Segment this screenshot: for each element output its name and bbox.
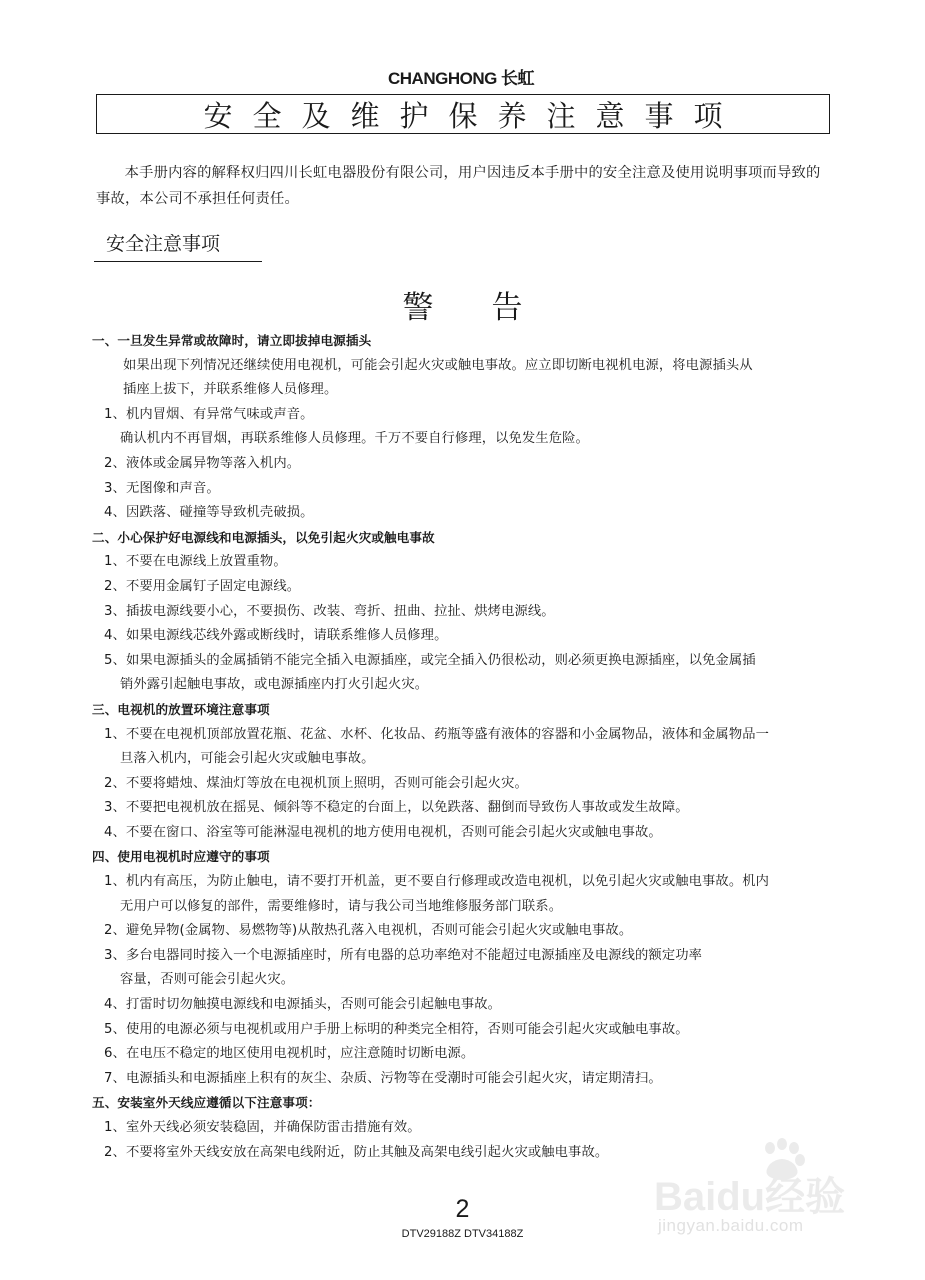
section-heading-item: 四、使用电视机时应遵守的事项 [92,849,270,865]
section-heading-item: 二、小心保护好电源线和电源插头，以免引起火灾或触电事故 [92,529,435,545]
list-item: 5、如果电源插头的金属插销不能完全插入电源插座，或完全插入仍很松动，则必须更换电源插座，以免金属插 [104,652,756,668]
list-item: 1、不要在电视机顶部放置花瓶、花盆、水杯、化妆品、药瓶等盛有液体的容器和小金属物品，液体和金属物品一 [104,726,770,742]
list-item: 1、不要在电源线上放置重物。 [104,554,287,570]
page-title-box [96,94,830,134]
baidu-jingyan-watermark-icon [652,1138,846,1219]
list-item: 销外露引起触电事故，或电源插座内打火引起火灾。 [120,677,429,693]
watermark [652,1132,846,1242]
list-item: 1、机内有高压，为防止触电，请不要打开机盖，更不要自行修理或改造电视机，以免引起火灾或触电事故。机内 [104,874,770,890]
list-item: 4、因跌落、碰撞等导致机壳破损。 [104,505,314,521]
page-number: 2 [455,1195,470,1223]
watermark-logo-text: Baidu经验 [654,1175,846,1219]
list-item: 确认机内不再冒烟，再联系维修人员修理。千万不要自行修理，以免发生危险。 [120,431,589,447]
warning-title: 警告 [402,290,581,326]
list-item: 4、不要在窗口、浴室等可能淋湿电视机的地方使用电视机，否则可能会引起火灾或触电事故。 [104,824,662,840]
safety-list [92,329,837,1165]
brand-logo: CHANGHONG 长虹 [388,69,535,88]
list-item: 2、不要将蜡烛、煤油灯等放在电视机顶上照明，否则可能会引起火灾。 [104,775,528,791]
list-item: 3、无图像和声音。 [104,480,220,496]
list-item: 容量，否则可能会引起火灾。 [120,972,295,988]
list-item: 2、液体或金属异物等落入机内。 [104,455,301,471]
list-item: 4、打雷时切勿触摸电源线和电源插头，否则可能会引起触电事故。 [104,997,502,1013]
list-item: 2、避免异物(金属物、易燃物等)从散热孔落入电视机，否则可能会引起火灾或触电事故。 [104,923,633,939]
list-item: 1、机内冒烟、有异常气味或声音。 [104,406,314,422]
list-item: 6、在电压不稳定的地区使用电视机时，应注意随时切断电源。 [104,1046,475,1062]
list-item: 1、室外天线必须安装稳固，并确保防雷击措施有效。 [104,1120,421,1135]
list-item: 3、插拔电源线要小心，不要损伤、改装、弯折、扭曲、拉扯、烘烤电源线。 [104,603,555,619]
list-item: 3、不要把电视机放在摇晃、倾斜等不稳定的台面上，以免跌落、翻倒而导致伤人事故或发生故障。 [104,800,689,816]
list-item: 插座上拔下，并联系维修人员修理。 [123,382,338,398]
section-heading-item: 三、电视机的放置环境注意事项 [92,701,270,717]
list-item: 如果出现下列情况还继续使用电视机，可能会引起火灾或触电事故。应立即切断电视机电源，将电源插头从 [123,357,753,373]
list-item: 旦落入机内，可能会引起火灾或触电事故。 [120,751,375,767]
list-item: 5、使用的电源必须与电视机或用户手册上标明的种类完全相符，否则可能会引起火灾或触电事故。 [104,1021,689,1037]
list-item: 4、如果电源线芯线外露或断线时，请联系维修人员修理。 [104,628,448,644]
section-heading-item: 一、一旦发生异常或故障时，请立即拔掉电源插头 [92,333,372,348]
list-item: 7、电源插头和电源插座上积有的灰尘、杂质、污物等在受潮时可能会引起火灾，请定期清扫。 [104,1070,662,1086]
model-number: DTV29188Z DTV34188Z [401,1228,524,1240]
section-heading-item: 五、安装室外天线应遵循以下注意事项： [92,1095,321,1111]
list-item: 2、不要将室外天线安放在高架电线附近，防止其触及高架电线引起火灾或触电事故。 [104,1144,609,1160]
list-item: 无用户可以修复的部件，需要维修时，请与我公司当地维修服务部门联系。 [120,898,563,914]
list-item: 2、不要用金属钉子固定电源线。 [104,578,301,594]
list-item: 3、多台电器同时接入一个电源插座时，所有电器的总功率绝对不能超过电源插座及电源线的额定功率 [104,947,703,963]
watermark-url: jingyan.baidu.com [658,1216,804,1235]
section-heading: 安全注意事项 [94,229,262,262]
intro-paragraph: 本手册内容的解释权归四川长虹电器股份有限公司，用户因违反本手册中的安全注意及使用说明事项而导致的事故，本公司不承担任何责任。 [96,165,821,207]
page-title: 安全及维护保养注意事项 [203,98,743,133]
